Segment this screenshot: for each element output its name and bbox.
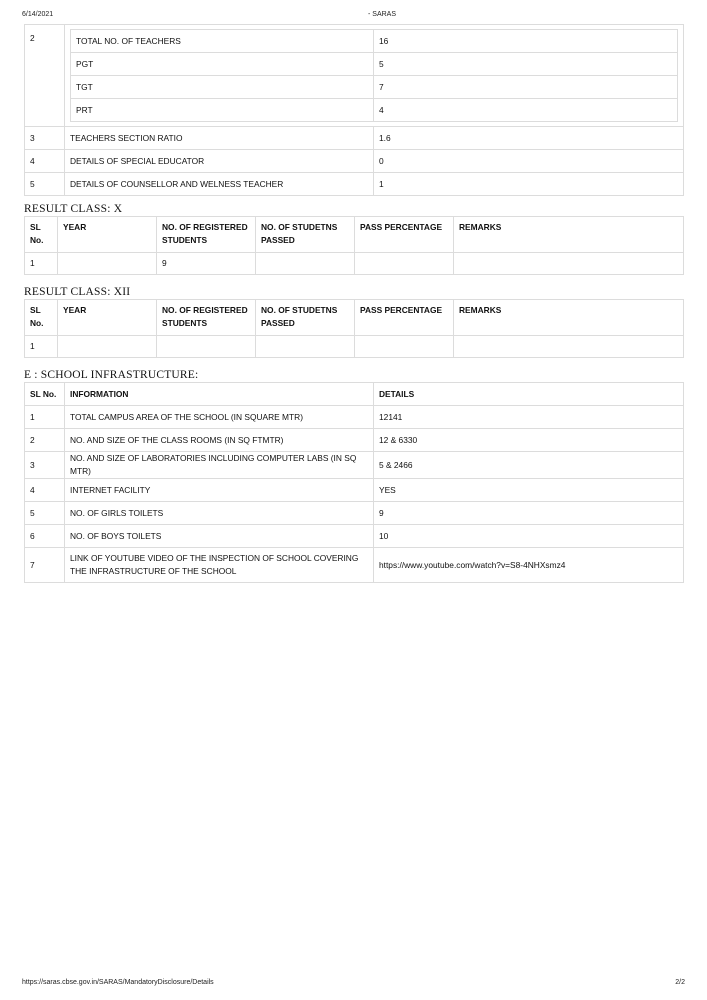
info-cell: TOTAL CAMPUS AREA OF THE SCHOOL (IN SQUARE MTR) [65, 406, 374, 429]
table-row [25, 150, 684, 173]
info-cell: INTERNET FACILITY [65, 479, 374, 502]
nested-cell [65, 25, 684, 127]
sl-cell: 2 [25, 25, 65, 127]
youtube-link[interactable]: https://www.youtube.com/watch?v=S8-4NHXsmz4 [374, 548, 684, 583]
print-title: - SARAS [368, 11, 397, 18]
remarks-cell [454, 336, 684, 358]
sl-cell: 1 [25, 406, 65, 429]
sl-cell: 3 [25, 452, 65, 479]
value-cell: 1.6 [374, 127, 684, 150]
table-row [25, 479, 684, 502]
table-header-row [25, 217, 684, 253]
details-cell: 5 & 2466 [374, 452, 684, 479]
pass-percentage-cell [355, 253, 454, 275]
info-cell: NO. AND SIZE OF THE CLASS ROOMS (IN SQ FTMTR) [65, 429, 374, 452]
header-year: YEAR [58, 300, 157, 336]
header-sl: SL No. [25, 217, 58, 253]
page-number: 2/2 [675, 979, 685, 986]
header-registered: NO. OF REGISTERED STUDENTS [157, 217, 256, 253]
header-passed: NO. OF STUDETNS PASSED [256, 217, 355, 253]
sl-cell: 5 [25, 502, 65, 525]
print-url: https://saras.cbse.gov.in/SARAS/MandatoryDisclosure/Details [22, 979, 214, 986]
header-details: DETAILS [374, 383, 684, 406]
header-passed: NO. OF STUDETNS PASSED [256, 300, 355, 336]
sl-cell: 4 [25, 479, 65, 502]
sl-cell: 4 [25, 150, 65, 173]
table-row [71, 76, 678, 99]
sl-cell: 1 [25, 253, 58, 275]
label-cell: PGT [71, 53, 374, 76]
table-row [25, 253, 684, 275]
table-row [25, 173, 684, 196]
print-date: 6/14/2021 [22, 11, 54, 18]
table-row [25, 502, 684, 525]
sl-cell: 3 [25, 127, 65, 150]
sl-cell: 2 [25, 429, 65, 452]
info-cell: NO. OF GIRLS TOILETS [65, 502, 374, 525]
table-row [25, 406, 684, 429]
details-cell: 9 [374, 502, 684, 525]
passed-cell [256, 253, 355, 275]
label-cell: TEACHERS SECTION RATIO [65, 127, 374, 150]
label-cell: PRT [71, 99, 374, 122]
value-cell: 7 [374, 76, 678, 99]
table-row [71, 99, 678, 122]
registered-cell: 9 [157, 253, 256, 275]
label-cell: DETAILS OF SPECIAL EDUCATOR [65, 150, 374, 173]
header-remarks: REMARKS [454, 217, 684, 253]
info-cell: NO. AND SIZE OF LABORATORIES INCLUDING COMPUTER LABS (IN SQ MTR) [65, 452, 374, 479]
print-footer [22, 979, 685, 989]
value-cell: 0 [374, 150, 684, 173]
print-header [22, 11, 685, 21]
table-row [25, 25, 684, 127]
table-row [25, 429, 684, 452]
header-year: YEAR [58, 217, 157, 253]
info-cell: NO. OF BOYS TOILETS [65, 525, 374, 548]
result-xii-table [24, 299, 684, 358]
table-header-row [25, 300, 684, 336]
table-header-row [25, 383, 684, 406]
info-cell: LINK OF YOUTUBE VIDEO OF THE INSPECTION OF SCHOOL COVERING THE INFRASTRUCTURE OF THE SCHOOL [65, 548, 374, 583]
header-sl: SL No. [25, 300, 58, 336]
header-information: INFORMATION [65, 383, 374, 406]
details-cell: 12141 [374, 406, 684, 429]
table-row [25, 525, 684, 548]
header-remarks: REMARKS [454, 300, 684, 336]
value-cell: 4 [374, 99, 678, 122]
table-row [71, 30, 678, 53]
label-cell: DETAILS OF COUNSELLOR AND WELNESS TEACHER [65, 173, 374, 196]
value-cell: 1 [374, 173, 684, 196]
label-cell: TOTAL NO. OF TEACHERS [71, 30, 374, 53]
registered-cell [157, 336, 256, 358]
sl-cell: 7 [25, 548, 65, 583]
sl-cell: 5 [25, 173, 65, 196]
table-row [25, 548, 684, 583]
result-x-table [24, 216, 684, 275]
result-xii-heading: RESULT CLASS: XII [24, 286, 131, 298]
table-row [71, 53, 678, 76]
teachers-table [24, 24, 684, 196]
table-row [25, 127, 684, 150]
sl-cell: 1 [25, 336, 58, 358]
remarks-cell [454, 253, 684, 275]
details-cell: 10 [374, 525, 684, 548]
value-cell: 5 [374, 53, 678, 76]
header-sl: SL No. [25, 383, 65, 406]
year-cell [58, 336, 157, 358]
value-cell: 16 [374, 30, 678, 53]
pass-percentage-cell [355, 336, 454, 358]
label-cell: TGT [71, 76, 374, 99]
year-cell [58, 253, 157, 275]
result-x-heading: RESULT CLASS: X [24, 203, 123, 215]
header-pass-percentage: PASS PERCENTAGE [355, 300, 454, 336]
passed-cell [256, 336, 355, 358]
teacher-count-table [70, 29, 678, 122]
header-pass-percentage: PASS PERCENTAGE [355, 217, 454, 253]
header-registered: NO. OF REGISTERED STUDENTS [157, 300, 256, 336]
infrastructure-heading: E : SCHOOL INFRASTRUCTURE: [24, 369, 199, 381]
table-row [25, 452, 684, 479]
details-cell: YES [374, 479, 684, 502]
infrastructure-table [24, 382, 684, 583]
sl-cell: 6 [25, 525, 65, 548]
details-cell: 12 & 6330 [374, 429, 684, 452]
table-row [25, 336, 684, 358]
